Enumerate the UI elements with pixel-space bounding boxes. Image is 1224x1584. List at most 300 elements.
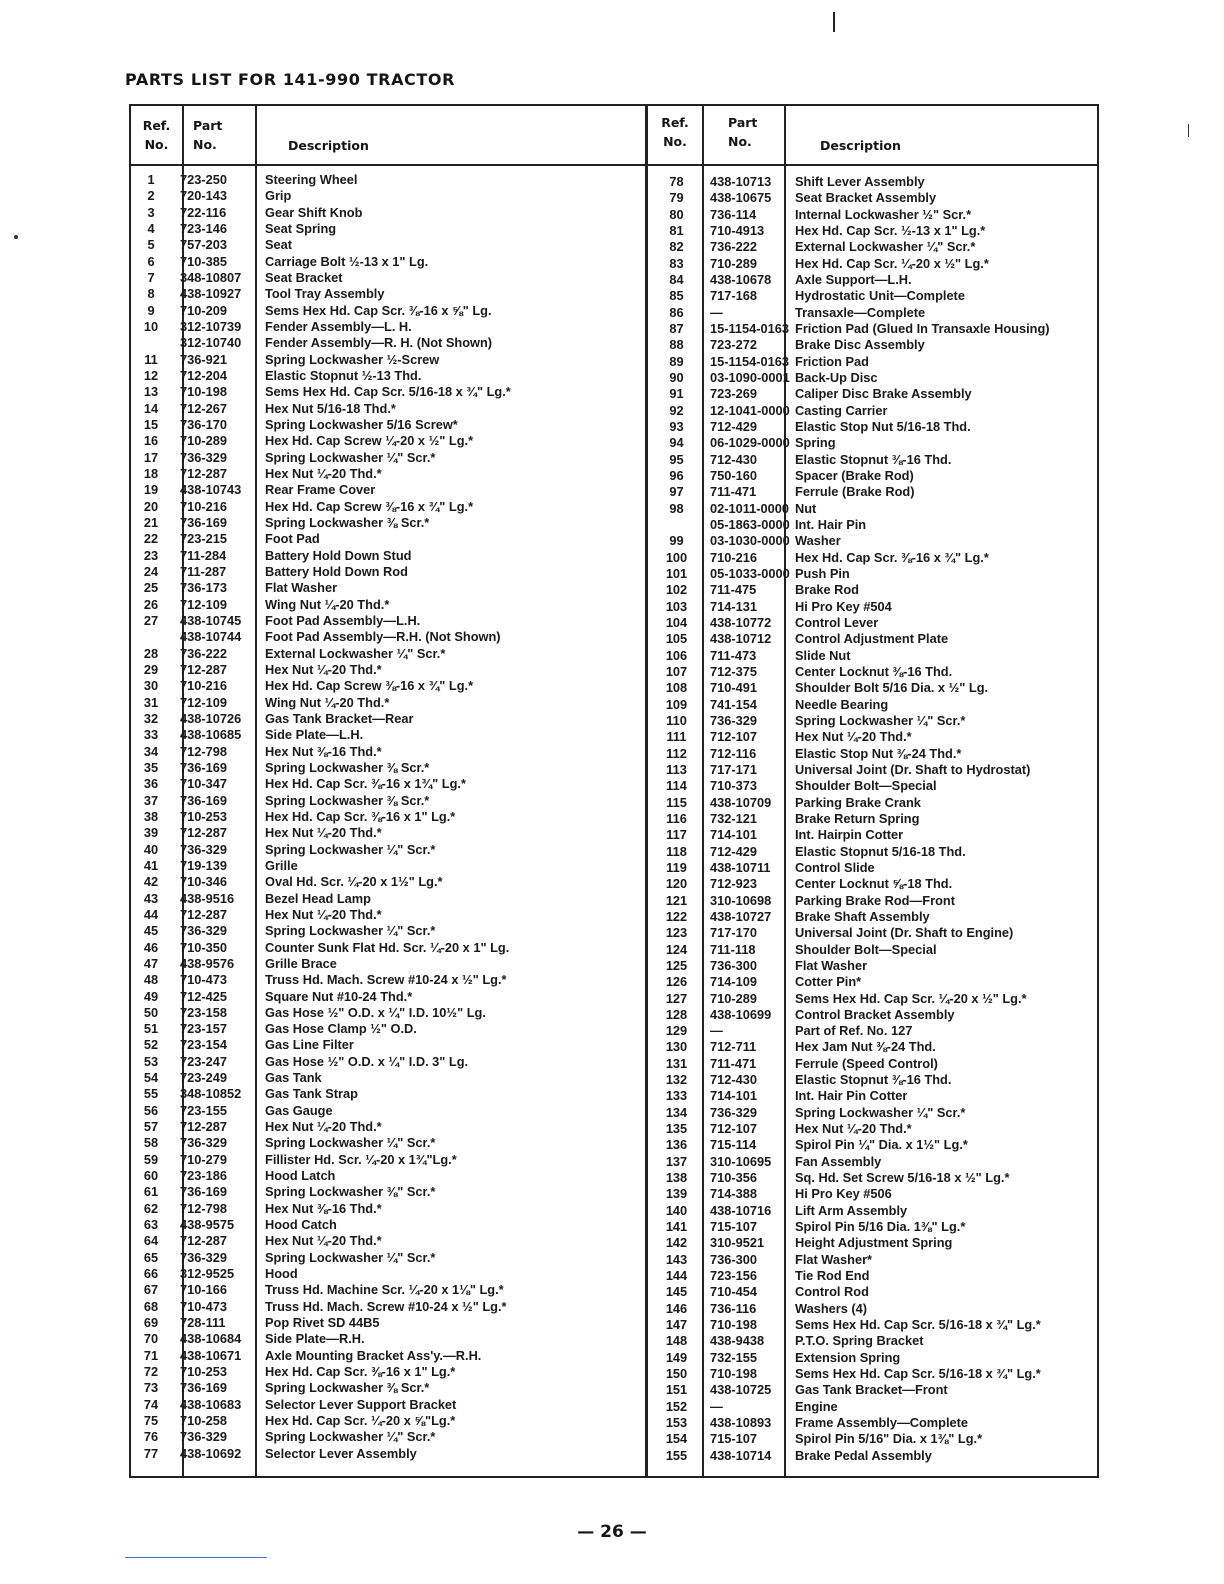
cell-description: Hex Nut ¼-20 Thd.* — [265, 661, 382, 677]
cell-description: Counter Sunk Flat Hd. Scr. ¼-20 x 1" Lg. — [265, 939, 510, 955]
table-row — [648, 354, 1097, 370]
cell-description: Grille — [265, 857, 298, 873]
cell-ref: 149 — [665, 1349, 688, 1365]
cell-description: Elastic Stop Nut 5/16-18 Thd. — [795, 418, 971, 434]
cell-ref: 153 — [665, 1415, 688, 1431]
table-row — [648, 860, 1097, 876]
table-row — [131, 646, 645, 662]
table-row — [648, 1350, 1097, 1366]
table-row — [648, 484, 1097, 500]
cell-description: Sems Hex Hd. Cap Scr. 5/16-18 x ¾" Lg.* — [795, 1366, 1041, 1382]
table-row — [648, 1088, 1097, 1104]
cell-description: Truss Hd. Mach. Screw #10-24 x ½" Lg.* — [265, 1298, 507, 1314]
cell-ref: 49 — [143, 988, 159, 1004]
table-row — [131, 1331, 645, 1347]
cell-ref: 117 — [666, 827, 687, 843]
cell-part: 712-287 — [180, 906, 227, 922]
cell-part: 05-1863-0000 — [710, 516, 790, 532]
cell-description: Control Rod — [795, 1284, 869, 1300]
cell-part: 736-329 — [710, 712, 757, 728]
cell-part: 438-9438 — [710, 1333, 765, 1349]
cell-part: 712-107 — [710, 729, 757, 745]
cell-description: Brake Disc Assembly — [795, 337, 925, 353]
table-row — [648, 648, 1097, 664]
cell-ref: 73 — [143, 1380, 159, 1396]
cell-ref: 22 — [143, 531, 159, 547]
cell-description: Spring Lockwasher ¼" Scr.* — [795, 712, 966, 728]
cell-description: Gas Tank Bracket—Rear — [265, 710, 414, 726]
header-ref-line2: No. — [144, 137, 169, 152]
table-row — [648, 1252, 1097, 1268]
cell-ref: 133 — [665, 1088, 688, 1104]
table-row — [648, 1284, 1097, 1300]
cell-part: 438-10893 — [710, 1415, 772, 1431]
cell-description: Shoulder Bolt—Special — [795, 941, 937, 957]
cell-part: 736-921 — [180, 351, 227, 367]
cell-description: Truss Hd. Mach. Screw #10-24 x ½" Lg.* — [265, 972, 507, 988]
cell-part: 348-10852 — [180, 1086, 242, 1102]
table-row — [648, 468, 1097, 484]
table-row — [131, 1348, 645, 1364]
cell-ref: 67 — [143, 1282, 159, 1298]
cell-description: Sems Hex Hd. Cap Scr. 5/16-18 x ¾" Lg.* — [265, 384, 511, 400]
cell-part: 723-155 — [180, 1102, 227, 1118]
cell-ref: 137 — [665, 1153, 688, 1169]
table-row — [131, 335, 645, 351]
header-rule — [648, 164, 1097, 166]
cell-description: Foot Pad — [265, 531, 320, 547]
cell-description: Flat Washer* — [795, 1251, 873, 1267]
cell-description: Seat Spring — [265, 220, 337, 236]
table-row — [648, 844, 1097, 860]
cell-ref: 89 — [669, 353, 684, 369]
header-rule — [131, 164, 645, 166]
cell-ref: 60 — [143, 1168, 159, 1184]
cell-part: 712-107 — [710, 1121, 757, 1137]
table-row — [131, 793, 645, 809]
cell-part: 712-430 — [710, 451, 757, 467]
cell-description: Ferrule (Brake Rod) — [795, 484, 915, 500]
cell-ref: 21 — [143, 514, 159, 530]
cell-ref: 122 — [665, 908, 688, 924]
cell-description: Seat Bracket — [265, 269, 343, 285]
table-row — [131, 548, 645, 564]
cell-description: Spirol Pin 5/16 Dia. 1⅜" Lg.* — [795, 1219, 966, 1235]
table-row — [131, 776, 645, 792]
cell-description: Carriage Bolt ½-13 x 1" Lg. — [265, 253, 429, 269]
cell-description: Tie Rod End — [795, 1268, 870, 1284]
table-row — [648, 1170, 1097, 1186]
table-row — [131, 1135, 645, 1151]
cell-ref: 143 — [665, 1251, 688, 1267]
cell-description: Gas Hose ½" O.D. x ¼" I.D. 3" Lg. — [265, 1053, 469, 1069]
table-row — [131, 401, 645, 417]
cell-part: 02-1011-0000 — [710, 500, 789, 516]
cell-ref: 53 — [143, 1053, 159, 1069]
cell-description: Hex Nut ⅜-16 Thd.* — [265, 1200, 382, 1216]
cell-part: 736-173 — [180, 580, 227, 596]
table-row — [648, 1121, 1097, 1137]
cell-part: 310-10698 — [710, 892, 772, 908]
table-row — [648, 599, 1097, 615]
cell-description: Hex Nut ¼-20 Thd.* — [265, 1119, 382, 1135]
table-row — [648, 337, 1097, 353]
table-row — [648, 207, 1097, 223]
cell-ref: 6 — [147, 253, 155, 269]
cell-part: 736-222 — [710, 239, 757, 255]
cell-part: 736-300 — [710, 1251, 757, 1267]
cell-description: Elastic Stopnut ½-13 Thd. — [265, 367, 422, 383]
cell-part: 05-1033-0000 — [710, 565, 790, 581]
cell-description: External Lockwasher ¼" Scr.* — [265, 645, 446, 661]
cell-description: Friction Pad (Glued In Transaxle Housing) — [795, 320, 1050, 336]
cell-part: 438-9576 — [180, 955, 235, 971]
table-row — [131, 1446, 645, 1462]
table-row — [648, 517, 1097, 533]
cell-ref: 87 — [669, 320, 684, 336]
cell-description: Hex Nut ¼-20 Thd.* — [795, 729, 912, 745]
cell-ref: 10 — [143, 318, 159, 334]
table-row — [648, 566, 1097, 582]
table-row — [648, 942, 1097, 958]
table-row — [131, 450, 645, 466]
cell-description: Back-Up Disc — [795, 369, 878, 385]
table-row — [648, 223, 1097, 239]
cell-ref: 78 — [669, 174, 684, 189]
table-row — [131, 1005, 645, 1021]
cell-description: Control Adjustment Plate — [795, 631, 949, 647]
cell-ref: 81 — [669, 222, 684, 238]
cell-ref: 75 — [143, 1413, 159, 1429]
cell-ref: 4 — [147, 220, 155, 236]
cell-part: 736-169 — [180, 514, 227, 530]
cell-description: Hex Hd. Cap Screw ⅜-16 x ¾" Lg.* — [265, 498, 474, 514]
table-row — [131, 1021, 645, 1037]
cell-part: 312-9525 — [180, 1266, 235, 1282]
table-row — [131, 531, 645, 547]
cell-description: Nut — [795, 500, 817, 516]
cell-part: 714-101 — [710, 827, 757, 843]
cell-description: Gas Gauge — [265, 1102, 333, 1118]
table-row — [648, 1219, 1097, 1235]
cell-ref: 31 — [143, 694, 159, 710]
cell-description: Cotter Pin* — [795, 974, 862, 990]
table-row — [648, 256, 1097, 272]
cell-part: 736-170 — [180, 416, 227, 432]
cell-part: 438-10678 — [710, 271, 772, 287]
cell-ref: 43 — [143, 890, 159, 906]
cell-ref: 16 — [143, 433, 159, 449]
footer-rule — [125, 1557, 267, 1558]
table-row — [648, 1186, 1097, 1202]
cell-ref: 151 — [665, 1382, 688, 1398]
cell-ref: 127 — [665, 990, 688, 1006]
cell-ref: 85 — [669, 288, 684, 304]
cell-part: 710-253 — [180, 808, 227, 824]
cell-ref: 47 — [143, 955, 159, 971]
cell-ref: 58 — [143, 1135, 159, 1151]
cell-ref: 109 — [665, 696, 688, 712]
cell-part: 710-289 — [180, 433, 227, 449]
cell-part: 714-131 — [710, 598, 757, 614]
table-row — [131, 1037, 645, 1053]
cell-ref: 112 — [666, 745, 687, 761]
cell-description: Wing Nut ¼-20 Thd.* — [265, 694, 390, 710]
cell-ref: 119 — [666, 859, 687, 875]
cell-part: 717-171 — [710, 761, 757, 777]
cell-ref: 37 — [143, 792, 159, 808]
cell-part: 720-143 — [180, 188, 227, 204]
table-row — [131, 352, 645, 368]
cell-ref: 54 — [143, 1070, 159, 1086]
table-row — [648, 909, 1097, 925]
table-row — [131, 1152, 645, 1168]
cell-part: 712-798 — [180, 1200, 227, 1216]
cell-description: Hi Pro Key #506 — [795, 1186, 892, 1202]
cell-ref: 93 — [669, 418, 684, 434]
cell-description: Brake Pedal Assembly — [795, 1447, 932, 1463]
table-row — [131, 1429, 645, 1445]
cell-ref: 88 — [669, 337, 684, 353]
table-row — [648, 370, 1097, 386]
table-row — [131, 368, 645, 384]
cell-ref: 108 — [665, 680, 688, 696]
cell-part: 741-154 — [710, 696, 757, 712]
cell-ref: 26 — [143, 596, 159, 612]
table-row — [131, 727, 645, 743]
table-row — [131, 678, 645, 694]
cell-description: Hex Hd. Cap Scr. ½-13 x 1" Lg.* — [795, 222, 986, 238]
cell-description: Hex Nut ¼-20 Thd.* — [265, 1233, 382, 1249]
cell-description: Flat Washer — [265, 580, 338, 596]
cell-ref: 77 — [143, 1445, 159, 1461]
cell-ref: 80 — [669, 206, 684, 222]
table-row — [131, 989, 645, 1005]
table-row — [648, 288, 1097, 304]
cell-ref: 18 — [143, 465, 159, 481]
cell-description: Spring Lockwasher 5/16 Screw* — [265, 416, 458, 432]
parts-table-right — [646, 104, 1099, 1478]
cell-part: 711-471 — [710, 1055, 757, 1071]
table-row — [131, 286, 645, 302]
cell-description: Sems Hex Hd. Cap Scr. ⅜-16 x ⅝" Lg. — [265, 302, 492, 318]
cell-part: 710-253 — [180, 1364, 227, 1380]
cell-part: 438-10712 — [710, 631, 772, 647]
header-ref — [131, 118, 182, 152]
cell-description: Control Lever — [795, 614, 879, 630]
cell-description: Brake Return Spring — [795, 810, 920, 826]
cell-description: Center Locknut ⅝-18 Thd. — [795, 876, 953, 892]
table-row — [648, 991, 1097, 1007]
cell-part: 723-269 — [710, 386, 757, 402]
cell-ref: 46 — [143, 939, 159, 955]
cell-ref: 141 — [665, 1219, 688, 1235]
cell-part: 712-116 — [710, 745, 757, 761]
cell-part: 715-107 — [710, 1219, 757, 1235]
cell-ref: 150 — [665, 1366, 688, 1382]
cell-description: Hex Nut ¼-20 Thd.* — [265, 906, 382, 922]
table-row — [131, 1103, 645, 1119]
cell-description: Gas Hose Clamp ½" O.D. — [265, 1021, 417, 1037]
scan-mark — [1188, 124, 1189, 137]
table-row — [648, 1382, 1097, 1398]
cell-part: 723-186 — [180, 1168, 227, 1184]
cell-part: 717-170 — [710, 925, 757, 941]
cell-ref: 28 — [143, 645, 159, 661]
cell-ref: 139 — [665, 1186, 688, 1202]
cell-ref: 34 — [143, 743, 159, 759]
cell-part: 736-329 — [180, 1429, 227, 1445]
table-row — [648, 501, 1097, 517]
table-row — [648, 1333, 1097, 1349]
cell-description: Gas Tank Strap — [265, 1086, 358, 1102]
cell-part: 710-216 — [710, 549, 757, 565]
cell-ref: 64 — [143, 1233, 159, 1249]
cell-part: 723-158 — [180, 1004, 227, 1020]
cell-part: — — [710, 304, 723, 320]
cell-ref: 129 — [665, 1023, 688, 1039]
cell-description: Hood Catch — [265, 1217, 337, 1233]
cell-part: 736-329 — [710, 1104, 757, 1120]
cell-description: Fender Assembly—L. H. — [265, 318, 412, 334]
cell-ref: 98 — [669, 500, 684, 516]
header-part-line1: Part — [728, 115, 758, 130]
cell-description: Spring Lockwasher ¼" Scr.* — [265, 1249, 436, 1265]
cell-description: Spirol Pin ¼" Dia. x 1½" Lg.* — [795, 1137, 968, 1153]
cell-description: Fan Assembly — [795, 1153, 882, 1169]
cell-part: 723-146 — [180, 220, 227, 236]
table-row — [131, 1184, 645, 1200]
cell-ref: 135 — [665, 1121, 688, 1137]
table-row — [648, 1415, 1097, 1431]
cell-description: Oval Hd. Scr. ¼-20 x 1½" Lg.* — [265, 874, 443, 890]
cell-ref: 142 — [665, 1235, 688, 1251]
cell-description: Frame Assembly—Complete — [795, 1415, 969, 1431]
cell-part: 714-101 — [710, 1088, 757, 1104]
cell-ref: 66 — [143, 1266, 159, 1282]
cell-description: Seat Bracket Assembly — [795, 190, 937, 206]
cell-ref: 118 — [666, 843, 687, 859]
table-row — [648, 1448, 1097, 1464]
cell-ref: 121 — [665, 892, 688, 908]
cell-part: 12-1041-0000 — [710, 402, 790, 418]
cell-part: 736-329 — [180, 841, 227, 857]
table-row — [648, 795, 1097, 811]
header-part-line2: No. — [193, 137, 217, 152]
cell-description: Gas Line Filter — [265, 1037, 354, 1053]
cell-part: 712-204 — [180, 367, 227, 383]
table-row — [648, 1431, 1097, 1447]
header-part — [193, 118, 222, 152]
table-row — [131, 1413, 645, 1429]
cell-description: Wing Nut ¼-20 Thd.* — [265, 596, 390, 612]
cell-description: Int. Hair Pin — [795, 516, 867, 532]
cell-part: 438-10745 — [180, 612, 242, 628]
table-row — [131, 842, 645, 858]
cell-part: 717-168 — [710, 288, 757, 304]
cell-description: Hood Latch — [265, 1168, 336, 1184]
cell-ref: 125 — [665, 957, 688, 973]
table-row — [131, 1315, 645, 1331]
cell-ref: 69 — [143, 1315, 159, 1331]
cell-ref: 32 — [143, 710, 159, 726]
table-row — [648, 974, 1097, 990]
cell-description: Universal Joint (Dr. Shaft to Engine) — [795, 925, 1014, 941]
cell-ref: 104 — [665, 614, 688, 630]
table-row — [131, 597, 645, 613]
cell-part: 712-109 — [180, 596, 227, 612]
cell-ref: 63 — [143, 1217, 159, 1233]
cell-part: 712-430 — [710, 1072, 757, 1088]
table-row — [648, 1023, 1097, 1039]
cell-description: Hex Nut ¼-20 Thd.* — [265, 825, 382, 841]
cell-part: 732-155 — [710, 1349, 757, 1365]
table-row — [131, 972, 645, 988]
cell-part: 438-10711 — [710, 859, 771, 875]
cell-part: 15-1154-0163 — [710, 320, 789, 336]
cell-description: Steering Wheel — [265, 172, 358, 187]
cell-description: Grille Brace — [265, 955, 337, 971]
scan-mark — [14, 235, 18, 239]
cell-part: 723-249 — [180, 1070, 227, 1086]
parts-table-left — [129, 104, 647, 1478]
cell-part: 736-169 — [180, 759, 227, 775]
cell-ref: 79 — [669, 190, 684, 206]
cell-ref: 152 — [665, 1398, 688, 1414]
cell-description: Washer — [795, 533, 841, 549]
cell-part: 711-471 — [710, 484, 757, 500]
cell-ref: 71 — [143, 1347, 159, 1363]
cell-description: Hex Nut ⅜-16 Thd.* — [265, 743, 382, 759]
cell-part: 722-116 — [180, 204, 227, 220]
table-row — [131, 1250, 645, 1266]
table-row — [131, 1266, 645, 1282]
cell-part: 712-267 — [180, 400, 227, 416]
cell-part: 438-10671 — [180, 1347, 242, 1363]
table-row — [648, 533, 1097, 549]
page-title: PARTS LIST FOR 141-990 TRACTOR — [125, 70, 456, 89]
cell-ref: 17 — [143, 449, 159, 465]
cell-part: 736-300 — [710, 957, 757, 973]
cell-ref: 146 — [665, 1300, 688, 1316]
table-row — [131, 270, 645, 286]
cell-part: 15-1154-0163 — [710, 353, 789, 369]
cell-ref: 59 — [143, 1151, 159, 1167]
table-row — [648, 729, 1097, 745]
table-row — [648, 1366, 1097, 1382]
cell-ref: 92 — [669, 402, 684, 418]
cell-part: 348-10807 — [180, 269, 242, 285]
cell-ref: 13 — [143, 384, 159, 400]
header-ref-line2: No. — [663, 134, 687, 149]
cell-ref: 65 — [143, 1249, 159, 1265]
cell-ref: 62 — [143, 1200, 159, 1216]
cell-description: Elastic Stop Nut ⅜-24 Thd.* — [795, 745, 962, 761]
cell-description: Square Nut #10-24 Thd.* — [265, 988, 413, 1004]
table-row — [648, 1317, 1097, 1333]
cell-description: Hex Hd. Cap Scr. ⅜-16 x 1" Lg.* — [265, 1364, 456, 1380]
table-row — [131, 858, 645, 874]
cell-part: 310-9521 — [710, 1235, 765, 1251]
cell-ref: 27 — [143, 612, 159, 628]
cell-part: 710-209 — [180, 302, 227, 318]
cell-description: Foot Pad Assembly—L.H. — [265, 612, 421, 628]
cell-part: 710-198 — [180, 384, 227, 400]
cell-ref: 83 — [669, 255, 684, 271]
cell-ref: 132 — [665, 1072, 688, 1088]
table-row — [648, 713, 1097, 729]
cell-description: Sq. Hd. Set Screw 5/16-18 x ½" Lg.* — [795, 1170, 1010, 1186]
